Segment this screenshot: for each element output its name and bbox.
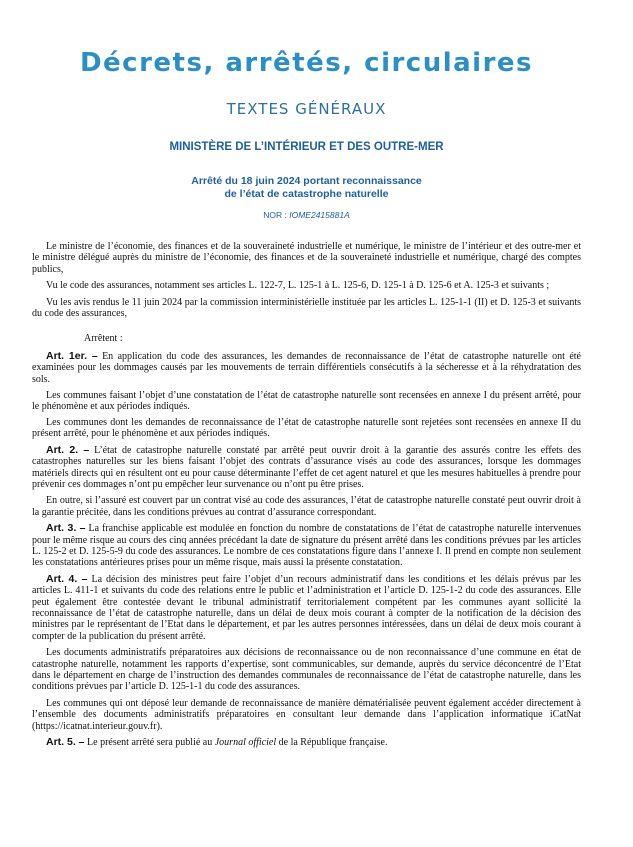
preamble-paragraph: Vu les avis rendus le 11 juin 2024 par la commission interministérielle instituée par les articles L. 125-1-1 (II) et D. 125-3 et suivants du code des assurances, [32,296,581,320]
arrete-title [32,175,581,200]
article-text: La décision des ministres peut faire l’objet d’un recours administratif dans les conditions et les délais prévus par les articles L. 411-1 et suivants du code des relations entre le public et l’administration et l’article D. 125-1-2 du code des assurances. Elle peut également être contestée devant le tribunal administratif territorialement compétent par les communes ayant sollicité la reconnaissance de l’état de catastrophe naturelle, dans un délai de deux mois courant à compter de la notification de la décision des ministres par le représentant de l’Etat dans le département, et par les autres personnes intéressées, dans un délai de deux mois courant à compter de la publication du présent arrêté. [32,573,582,642]
article-text: L’état de catastrophe naturelle constaté par arrêté peut ouvrir droit à la garantie des assurés contre les effets des catastrophes naturelles sur les biens faisant l’objet des contrats d’assurance visés au code des assurances, lorsque les dommages matériels directs qui en résultent ont eu pour cause déterminante l’effet de cet agent naturel et que les mesures habituelles à prendre pour prévenir ces dommages n’ont pu empêcher leur survenance ou n’ont pu être prises. [32,444,581,490]
article-paragraph: Les documents administratifs préparatoires aux décisions de reconnaissance ou de non reconnaissance d’une commune en état de catastrophe naturelle, notamment les rapports d’expertise, sont communicables, sur demande, auprès du service déconcentré de l’Etat dans le département en charge de l’instruction des demandes communales de reconnaissance de l’état de catastrophe naturelle, dans les conditions prévues par l’article D. 125-1-1 du code des assurances. [32,647,581,693]
article-3 [32,523,581,569]
article-1 [32,351,581,385]
nor-reference [32,210,581,221]
article-paragraph: Les communes qui ont déposé leur demande de reconnaissance de manière dématérialisée peuvent également accéder directement à l’ensemble des documents administratifs préparatoires en consultant leur demande dans l’application informatique iCatNat (https://icatnat.interieur.gouv.fr). [32,697,581,732]
article-text-before: Le présent arrêté sera publié au [87,737,215,749]
nor-value: IOME2415881A [289,210,350,220]
ministry-name: MINISTÈRE DE L’INTÉRIEUR ET DES OUTRE-MER [169,141,444,153]
document-body [32,241,581,748]
subsection-title: TEXTES GÉNÉRAUX [226,100,387,118]
article-text: En application du code des assurances, les demandes de reconnaissance de l’état de catastrophe naturelle ont été examinées pour les dommages causés par les mouvements de terrain différentiels consécutifs à la sécheresse et à la réhydratation des sols. [32,350,581,385]
article-paragraph: En outre, si l’assuré est couvert par un contrat visé au code des assurances, l’état de catastrophe naturelle constaté peut ouvrir droit à la garantie précitée, dans les conditions prévues au contrat d’assurance correspondant. [32,495,581,518]
article-paragraph: Les communes dont les demandes de reconnaissance de l’état de catastrophe naturelle sont rejetées sont recensées en annexe II du présent arrêté, pour le phénomène et aux périodes indiqués. [32,416,581,440]
preamble-paragraph: Le ministre de l’économie, des finances et de la souveraineté industrielle et numérique, le ministre de l’intérieur et des outre-mer et le ministre délégué auprès du ministre de l’économie, des finances et de la souveraineté industrielle et numérique, chargé des comptes publics, [32,241,581,275]
article-label: Art. 5. – [46,736,85,749]
article-text-after: de la République française. [276,737,388,749]
arretent-label: Arrêtent : [84,333,123,345]
article-text: La franchise applicable est modulée en fonction du nombre de constatations de l’état de catastrophe naturelle intervenues pour le même risque au cours des cinq années précédant la date de signature du présent arrêté dans les conditions prévues par les articles L. 125-2 et D. 125-5-9 du code des assurances. Le nombre de ces constatations figure dans l’annexe I. Il prend en compte non seulement les constatations antérieures prises pour un même risque, mais aussi la présente constatation. [32,523,582,569]
journal-officiel-italic: Journal officiel [214,737,277,749]
arrete-title-line2: de l’état de catastrophe naturelle [224,187,389,200]
preamble-paragraph: Vu le code des assurances, notamment ses articles L. 122-7, L. 125-1 à L. 125-6, D. 125-1 à D. 125-6 et A. 125-3 et suivants ; [46,280,550,292]
article-label: Art. 3. – [46,522,86,535]
article-4 [32,574,581,642]
article-label: Art. 2. – [46,443,90,456]
article-paragraph: Les communes faisant l’objet d’une constatation de l’état de catastrophe naturelle sont recensées en annexe I du présent arrêté, pour le phénomène et aux périodes indiqués. [32,390,581,413]
article-label: Art. 4. – [46,572,88,585]
arrete-title-line1: Arrêté du 18 juin 2024 portant reconnaissance [191,175,422,187]
section-title: Décrets, arrêtés, circulaires [79,48,534,78]
article-5 [32,737,581,748]
article-label: Art. 1er. – [46,349,98,362]
nor-label: NOR : [263,210,290,220]
article-2 [32,445,581,491]
